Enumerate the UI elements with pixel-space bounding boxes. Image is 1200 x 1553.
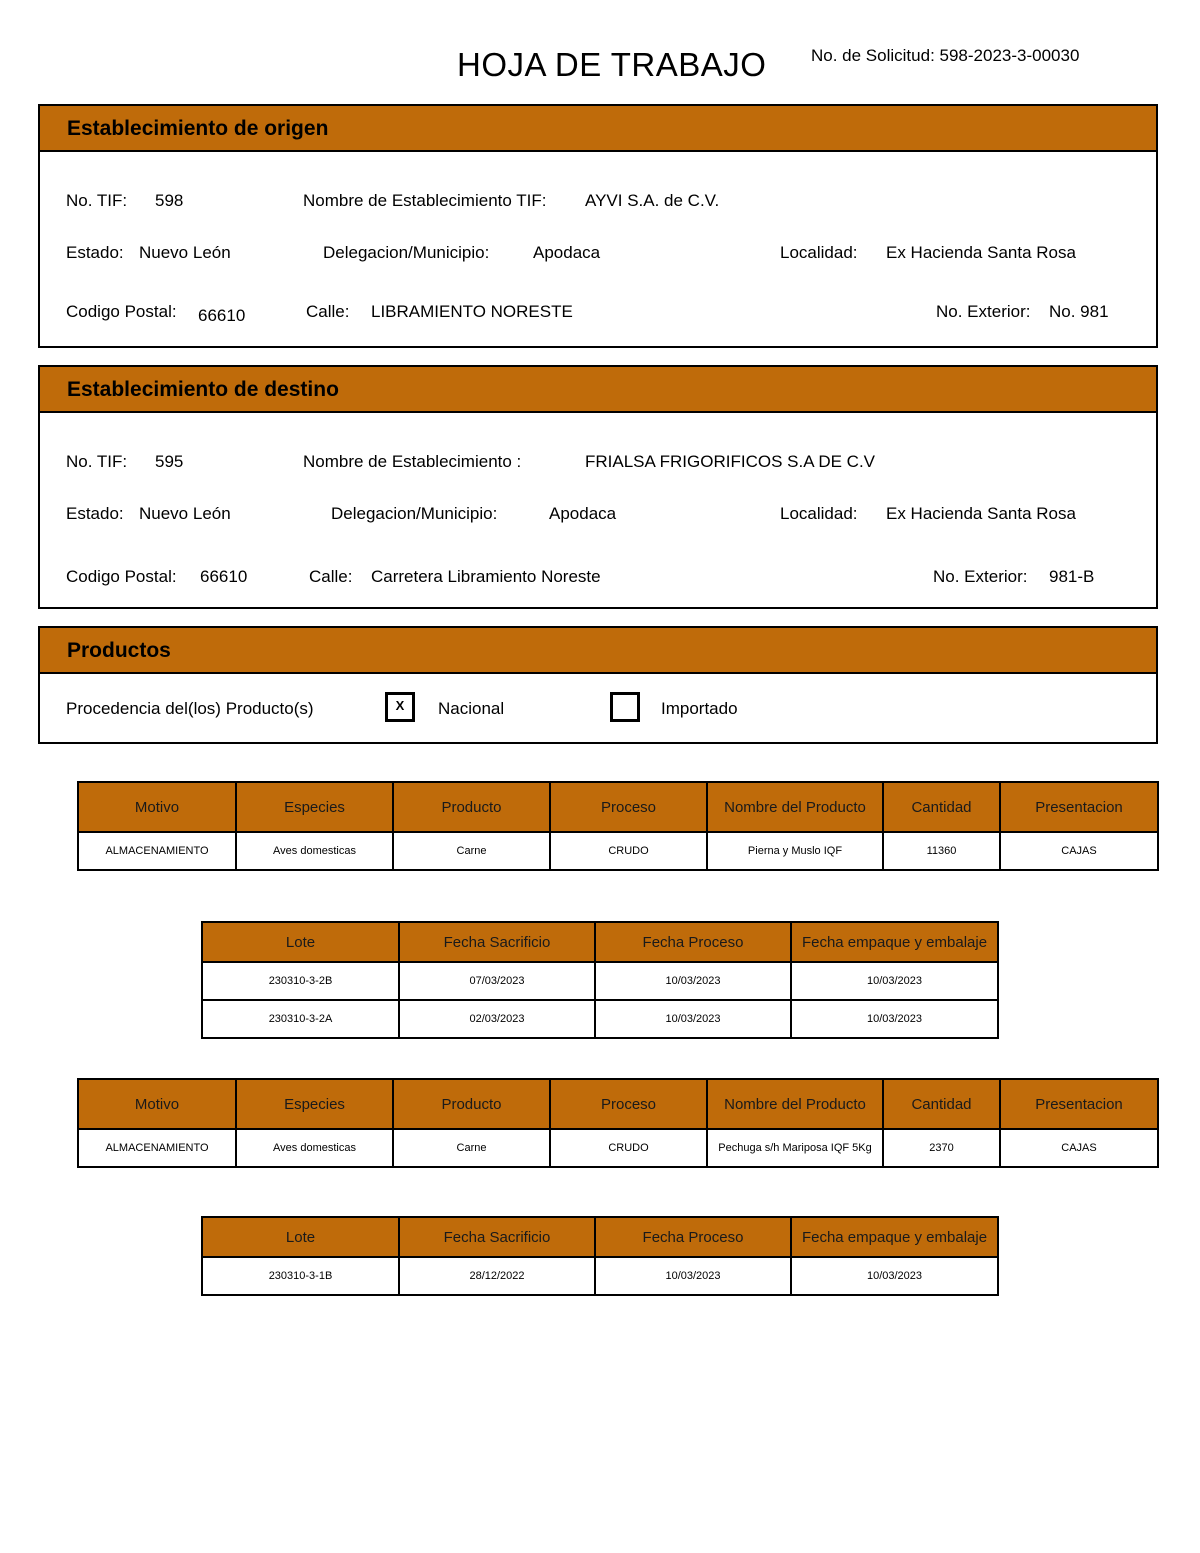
origen-municipio-value: Apodaca	[533, 243, 601, 262]
origen-header	[40, 106, 1156, 152]
destino-cp-value: 66610	[200, 567, 248, 586]
origen-section	[38, 104, 1158, 348]
col-header-fecha-proceso: Fecha Proceso	[595, 1217, 791, 1257]
col-header-nombre-producto: Nombre del Producto	[707, 782, 883, 832]
destino-title: Establecimiento de destino	[67, 378, 339, 401]
cell-motivo: ALMACENAMIENTO	[78, 832, 236, 870]
col-header-lote: Lote	[202, 1217, 399, 1257]
cell-presentacion: CAJAS	[1000, 1129, 1158, 1167]
col-header-cantidad: Cantidad	[883, 782, 1000, 832]
cell-lote: 230310-3-2B	[202, 962, 399, 1000]
destino-localidad-label: Localidad:	[780, 504, 858, 523]
origen-tif-value: 598	[155, 191, 184, 210]
cell-cantidad: 2370	[883, 1129, 1000, 1167]
cell-especies: Aves domesticas	[236, 1129, 393, 1167]
productos-section	[38, 626, 1158, 744]
destino-estado-label: Estado:	[66, 504, 124, 523]
cell-producto: Carne	[393, 832, 550, 870]
origen-exterior-value: No. 981	[1049, 302, 1109, 321]
cell-fecha-empaque: 10/03/2023	[791, 1257, 998, 1295]
procedencia-label: Procedencia del(los) Producto(s)	[66, 699, 314, 718]
destino-calle-value: Carretera Libramiento Noreste	[371, 567, 601, 586]
cell-lote: 230310-3-2A	[202, 1000, 399, 1038]
product-table-1	[77, 781, 1159, 871]
col-header-fecha-sacrificio: Fecha Sacrificio	[399, 922, 595, 962]
origen-calle-label: Calle:	[306, 302, 350, 321]
cell-especies: Aves domesticas	[236, 832, 393, 870]
origen-nombre-label: Nombre de Establecimiento TIF:	[303, 191, 547, 210]
col-header-lote: Lote	[202, 922, 399, 962]
table-row	[202, 962, 998, 1000]
origen-tif-label: No. TIF:	[66, 191, 128, 210]
cell-nombre-producto: Pechuga s/h Mariposa IQF 5Kg	[707, 1129, 883, 1167]
destino-cp-label: Codigo Postal:	[66, 567, 177, 586]
col-header-especies: Especies	[236, 782, 393, 832]
productos-header	[40, 628, 1156, 674]
importado-label: Importado	[661, 699, 738, 718]
table-row	[202, 1000, 998, 1038]
origen-calle-value: LIBRAMIENTO NORESTE	[371, 302, 573, 321]
nacional-checkbox[interactable]: X	[385, 692, 415, 722]
lote-table-1	[201, 921, 999, 1039]
col-header-cantidad: Cantidad	[883, 1079, 1000, 1129]
col-header-fecha-empaque: Fecha empaque y embalaje	[791, 922, 998, 962]
col-header-producto: Producto	[393, 782, 550, 832]
table-row	[202, 1257, 998, 1295]
cell-fecha-empaque: 10/03/2023	[791, 962, 998, 1000]
origen-estado-value: Nuevo León	[139, 243, 231, 262]
cell-fecha-proceso: 10/03/2023	[595, 1257, 791, 1295]
nacional-label: Nacional	[438, 699, 505, 718]
col-header-fecha-empaque: Fecha empaque y embalaje	[791, 1217, 998, 1257]
cell-fecha-sacrificio: 28/12/2022	[399, 1257, 595, 1295]
origen-cp-label: Codigo Postal:	[66, 302, 177, 321]
productos-title: Productos	[67, 639, 171, 662]
origen-municipio-label: Delegacion/Municipio:	[323, 243, 490, 262]
page-title: HOJA DE TRABAJO	[457, 46, 767, 83]
cell-fecha-sacrificio: 02/03/2023	[399, 1000, 595, 1038]
col-header-proceso: Proceso	[550, 782, 707, 832]
importado-checkbox[interactable]	[610, 692, 640, 722]
destino-localidad-value: Ex Hacienda Santa Rosa	[886, 504, 1076, 523]
product-table-1-header-row	[78, 782, 1158, 832]
lote-table-2-header-row	[202, 1217, 998, 1257]
destino-estado-value: Nuevo León	[139, 504, 231, 523]
destino-exterior-value: 981-B	[1049, 567, 1095, 586]
col-header-motivo: Motivo	[78, 1079, 236, 1129]
destino-tif-value: 595	[155, 452, 184, 471]
col-header-presentacion: Presentacion	[1000, 1079, 1158, 1129]
origen-localidad-label: Localidad:	[780, 243, 858, 262]
solicitud-number: No. de Solicitud: 598-2023-3-00030	[811, 46, 1080, 65]
cell-proceso: CRUDO	[550, 832, 707, 870]
col-header-motivo: Motivo	[78, 782, 236, 832]
product-table-2-header-row	[78, 1079, 1158, 1129]
destino-calle-label: Calle:	[309, 567, 353, 586]
cell-presentacion: CAJAS	[1000, 832, 1158, 870]
col-header-presentacion: Presentacion	[1000, 782, 1158, 832]
table-row	[78, 1129, 1158, 1167]
origen-title: Establecimiento de origen	[67, 117, 329, 140]
cell-lote: 230310-3-1B	[202, 1257, 399, 1295]
cell-producto: Carne	[393, 1129, 550, 1167]
cell-fecha-sacrificio: 07/03/2023	[399, 962, 595, 1000]
destino-nombre-label: Nombre de Establecimiento :	[303, 452, 522, 471]
col-header-especies: Especies	[236, 1079, 393, 1129]
col-header-fecha-sacrificio: Fecha Sacrificio	[399, 1217, 595, 1257]
destino-municipio-label: Delegacion/Municipio:	[331, 504, 498, 523]
origen-cp-value: 66610	[198, 306, 246, 325]
col-header-proceso: Proceso	[550, 1079, 707, 1129]
table-row	[78, 832, 1158, 870]
destino-municipio-value: Apodaca	[549, 504, 617, 523]
col-header-fecha-proceso: Fecha Proceso	[595, 922, 791, 962]
origen-exterior-label: No. Exterior:	[936, 302, 1031, 321]
destino-nombre-value: FRIALSA FRIGORIFICOS S.A DE C.V	[585, 452, 876, 471]
cell-fecha-empaque: 10/03/2023	[791, 1000, 998, 1038]
destino-header	[40, 367, 1156, 413]
cell-motivo: ALMACENAMIENTO	[78, 1129, 236, 1167]
col-header-producto: Producto	[393, 1079, 550, 1129]
origen-estado-label: Estado:	[66, 243, 124, 262]
origen-nombre-value: AYVI S.A. de C.V.	[585, 191, 720, 210]
product-table-2	[77, 1078, 1159, 1168]
lote-table-1-header-row	[202, 922, 998, 962]
destino-tif-label: No. TIF:	[66, 452, 128, 471]
col-header-nombre-producto: Nombre del Producto	[707, 1079, 883, 1129]
origen-localidad-value: Ex Hacienda Santa Rosa	[886, 243, 1076, 262]
cell-nombre-producto: Pierna y Muslo IQF	[707, 832, 883, 870]
destino-section	[38, 365, 1158, 609]
cell-fecha-proceso: 10/03/2023	[595, 1000, 791, 1038]
cell-cantidad: 11360	[883, 832, 1000, 870]
cell-proceso: CRUDO	[550, 1129, 707, 1167]
destino-exterior-label: No. Exterior:	[933, 567, 1028, 586]
lote-table-2	[201, 1216, 999, 1296]
cell-fecha-proceso: 10/03/2023	[595, 962, 791, 1000]
